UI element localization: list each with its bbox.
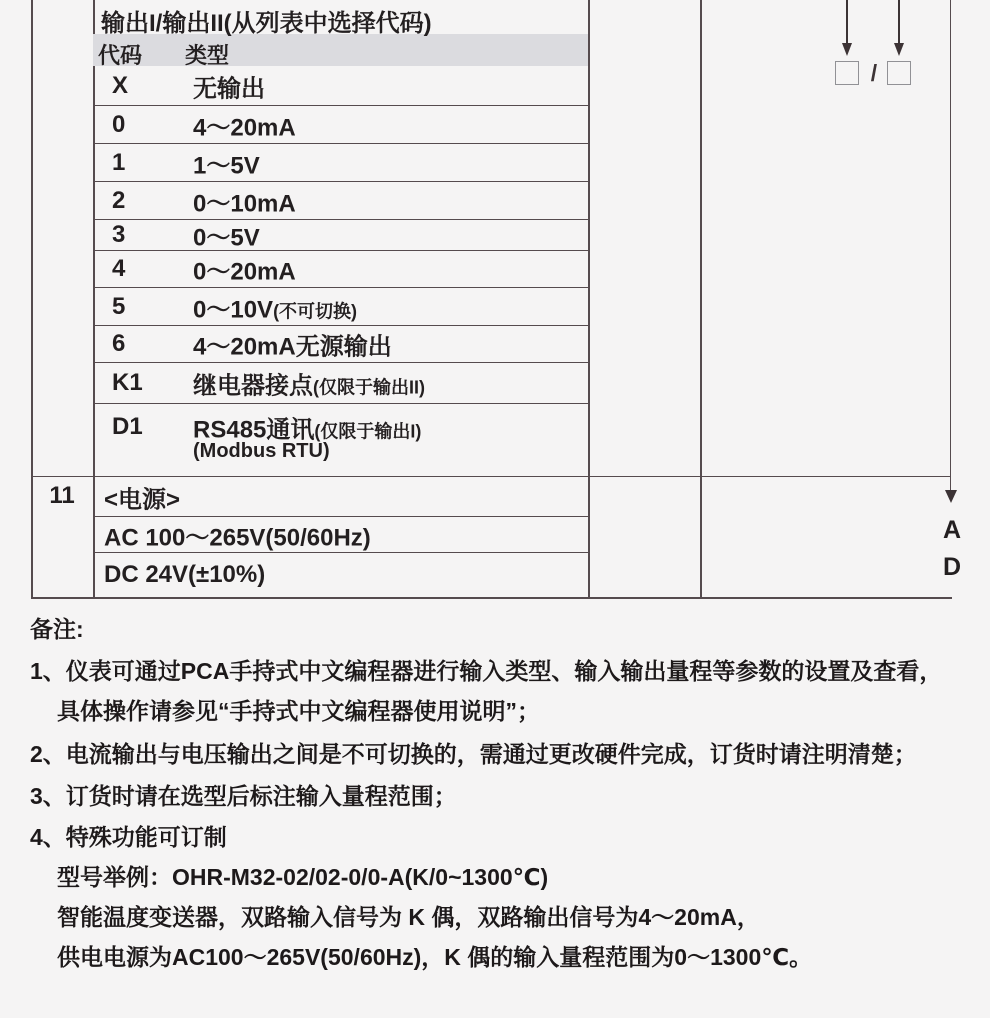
power-label: <电源> — [104, 486, 181, 513]
note-model-example: 型号举例：OHR-M32-02/02-0/0-A(K/0~1300℃) — [57, 864, 549, 890]
table-row — [93, 251, 588, 288]
table-row — [93, 288, 588, 326]
row-type: 1～5V — [193, 152, 260, 179]
power-label-cell — [93, 477, 588, 517]
table-row — [93, 404, 588, 477]
row-type: 0～10V — [193, 296, 274, 323]
table-header-strip — [93, 34, 588, 66]
note-line: 供电电源为AC100～265V(50/60Hz)，K 偶的输入量程范围为0～1300℃。 — [57, 944, 813, 970]
output1-arrow-line — [846, 0, 848, 45]
column-header-type: 类型 — [185, 43, 230, 68]
notes-heading: 备注: — [30, 616, 84, 642]
power-code-ac: A — [942, 516, 962, 544]
code-box-separator: / — [870, 60, 878, 86]
row-type-note: (不可切换) — [273, 301, 358, 321]
row-code: 1 — [112, 148, 126, 176]
output1-arrowhead-icon — [842, 43, 852, 56]
row-code: 2 — [112, 186, 126, 214]
table-border-col4 — [700, 0, 702, 598]
output2-code-box — [887, 61, 911, 85]
row-type-note: (仅限于输出II) — [313, 377, 425, 398]
row-code: 3 — [112, 221, 126, 248]
column-header-code: 代码 — [98, 43, 143, 68]
note-line: 3、订货时请在选型后标注输入量程范围； — [30, 783, 457, 809]
note-line: 1、仪表可通过PCA手持式中文编程器进行输入类型、输入输出量程等参数的设置及查看， — [30, 658, 943, 684]
row-type: 4～20mA无源输出 — [193, 333, 392, 361]
row-type: 无输出 — [193, 75, 265, 102]
row-code: 4 — [112, 255, 126, 282]
row-type: RS485通讯 — [193, 416, 315, 444]
table-row — [93, 220, 588, 251]
table-row — [93, 326, 588, 363]
row-code: 0 — [112, 110, 126, 138]
table-row — [93, 182, 588, 220]
row-code: K1 — [112, 369, 143, 396]
power-option-ac: AC 100～265V(50/60Hz) — [104, 524, 371, 551]
note-line: 2、电流输出与电压输出之间是不可切换的，需通过更改硬件完成，订货时请注明清楚； — [30, 741, 917, 767]
row-code: 5 — [112, 292, 126, 320]
row-code: 6 — [112, 330, 126, 357]
power-option-dc-cell — [93, 553, 588, 597]
power-row-number: 11 — [49, 482, 75, 509]
table-row — [93, 144, 588, 182]
row-type: 4～20mA — [193, 114, 296, 141]
table-border-bottom — [31, 597, 952, 599]
row-code: X — [112, 71, 129, 99]
row-type: 0～20mA — [193, 258, 296, 286]
table-border-col3 — [588, 0, 590, 598]
output2-arrow-line — [898, 0, 900, 45]
row-type-line2: (Modbus RTU) — [193, 440, 330, 462]
power-arrow-line — [950, 0, 952, 492]
output-section-title: 输出I/输出II(从列表中选择代码) — [101, 10, 432, 37]
row-type: 0～10mA — [193, 190, 296, 217]
note-line: 4、特殊功能可订制 — [30, 824, 227, 850]
power-option-dc: DC 24V(±10%) — [104, 561, 266, 588]
table-row — [93, 66, 588, 106]
table-row — [93, 363, 588, 404]
row-code: D1 — [112, 413, 143, 440]
note-line: 具体操作请参见“手持式中文编程器使用说明”； — [57, 698, 540, 724]
row-type: 0～5V — [193, 224, 260, 252]
row-type-note: (仅限于输出I) — [314, 421, 422, 442]
table-row — [93, 106, 588, 144]
output2-arrowhead-icon — [894, 43, 904, 56]
output1-code-box — [835, 61, 859, 85]
note-line: 智能温度变送器，双路输入信号为 K 偶，双路输出信号为4～20mA， — [57, 904, 760, 930]
row-type: 继电器接点 — [193, 372, 313, 400]
power-code-dc: D — [942, 553, 962, 581]
power-arrowhead-icon — [945, 490, 957, 503]
power-option-ac-cell — [93, 517, 588, 553]
